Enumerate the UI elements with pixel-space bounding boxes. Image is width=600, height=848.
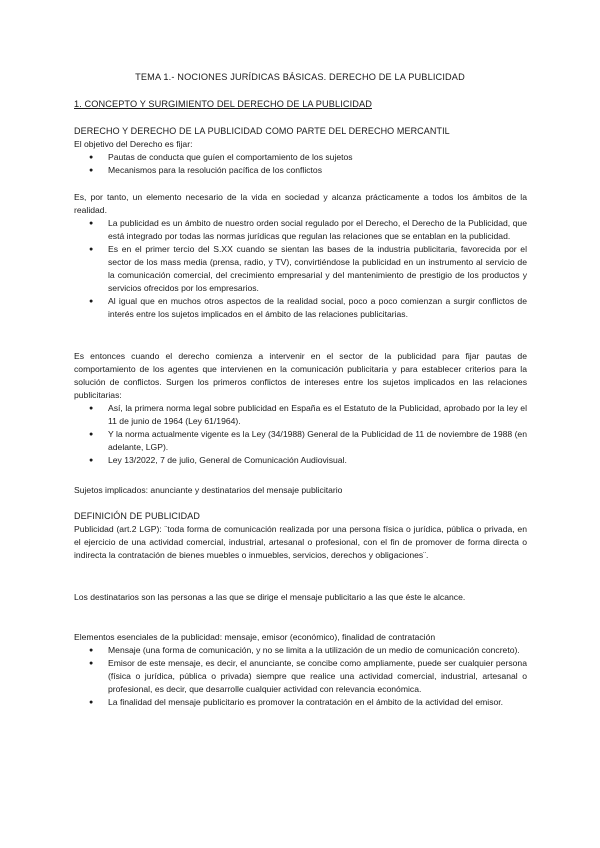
- list-item: ● Ley 13/2022, 7 de julio, General de Comunicación Audiovisual.: [74, 454, 527, 467]
- paragraph: Sujetos implicados: anunciante y destinatarios del mensaje publicitario: [74, 485, 343, 495]
- list-item: ● Emisor de este mensaje, es decir, el anunciante, se concibe como ampliamente, puede ser cualquier persona (física o jurídica, pública o privada) siempre que realice una actividad comercial, industrial, artesanal o profesional, es decir, que desarrolle cualquier actividad con relevancia económica.: [74, 657, 527, 696]
- paragraph: Es entonces cuando el derecho comienza a intervenir en el sector de la publicidad para fijar pautas de comportamiento de los agentes que intervienen en la comunicación publicitaria y para establecer criterios para la solución de conflictos. Surgen los primeros conflictos de intereses entre los sujetos implicados en las relaciones publicitarias:: [74, 351, 527, 400]
- subheading-mercantil: DERECHO Y DERECHO DE LA PUBLICIDAD COMO PARTE DEL DERECHO MERCANTIL: [74, 126, 450, 136]
- section-heading: 1. CONCEPTO Y SURGIMIENTO DEL DERECHO DE LA PUBLICIDAD: [74, 99, 372, 109]
- elementos-block: [74, 631, 527, 709]
- bullet-list: [74, 644, 527, 709]
- list-item: ● Y la norma actualmente vigente es la Ley (34/1988) General de la Publicidad de 11 de noviembre de 1988 (en adelante, LGP).: [74, 428, 527, 454]
- paragraph: Los destinatarios son las personas a las que se dirige el mensaje publicitario a las que éste le alcance.: [74, 592, 466, 602]
- definicion-block: [74, 510, 527, 562]
- paragraph: Publicidad (art.2 LGP): ¨toda forma de comunicación realizada por una persona física o jurídica, pública o privada, en el ejercicio de una actividad comercial, industrial, artesanal o profesional, con el fin de promover de forma directa o indirecta la contratación de bienes muebles o inmuebles, servicios, derechos y obligaciones¨.: [74, 524, 527, 560]
- paragraph: Elementos esenciales de la publicidad: mensaje, emisor (económico), finalidad de contratación: [74, 632, 436, 642]
- sujetos-block: [74, 484, 527, 497]
- mercantil-block: [74, 125, 527, 177]
- document-title: TEMA 1.- NOCIONES JURÍDICAS BÁSICAS. DERECHO DE LA PUBLICIDAD: [135, 72, 465, 82]
- list-item: ● La publicidad es un ámbito de nuestro orden social regulado por el Derecho, el Derecho de la Publicidad, que está integrado por todas las normas jurídicas que regulan las relaciones que se entablan en la publicidad.: [74, 217, 527, 243]
- list-item: ● Al igual que en muchos otros aspectos de la realidad social, poco a poco comienzan a surgir conflictos de interés entre los sujetos implicados en el ámbito de las relaciones publicitarias.: [74, 295, 527, 321]
- list-item: ● La finalidad del mensaje publicitario es promover la contratación en el ámbito de la actividad del emisor.: [74, 696, 527, 709]
- paragraph: Es, por tanto, un elemento necesario de la vida en sociedad y alcanza prácticamente a todos los ámbitos de la realidad.: [74, 192, 527, 215]
- vida-sociedad-block: [74, 191, 527, 321]
- subheading-definicion: DEFINICIÓN DE PUBLICIDAD: [74, 511, 200, 521]
- list-item: ● Es en el primer tercio del S.XX cuando se sientan las bases de la industria publicitaria, favorecida por el sector de los mass media (prensa, radio, y TV), convirtiéndose la publicidad en un instrumento al servicio de la comunicación comercial, del crecimiento empresarial y del mantenimiento de prestigio de los productos y servicios ofrecidos por los empresarios.: [74, 243, 527, 295]
- bullet-list: [74, 151, 527, 177]
- bullet-list: [74, 217, 527, 321]
- list-item: ● Mecanismos para la resolución pacífica de los conflictos: [74, 164, 527, 177]
- paragraph: El objetivo del Derecho es fijar:: [74, 139, 193, 149]
- destinatarios-block: [74, 591, 527, 604]
- origen-block: [74, 350, 527, 467]
- bullet-list: [74, 402, 527, 467]
- list-item: ● Pautas de conducta que guíen el comportamiento de los sujetos: [74, 151, 527, 164]
- list-item: ● Así, la primera norma legal sobre publicidad en España es el Estatuto de la Publicidad, aprobado por la ley el 11 de junio de 1964 (Ley 61/1964).: [74, 402, 527, 428]
- list-item: ● Mensaje (una forma de comunicación, y no se limita a la utilización de un medio de comunicación concreto).: [74, 644, 527, 657]
